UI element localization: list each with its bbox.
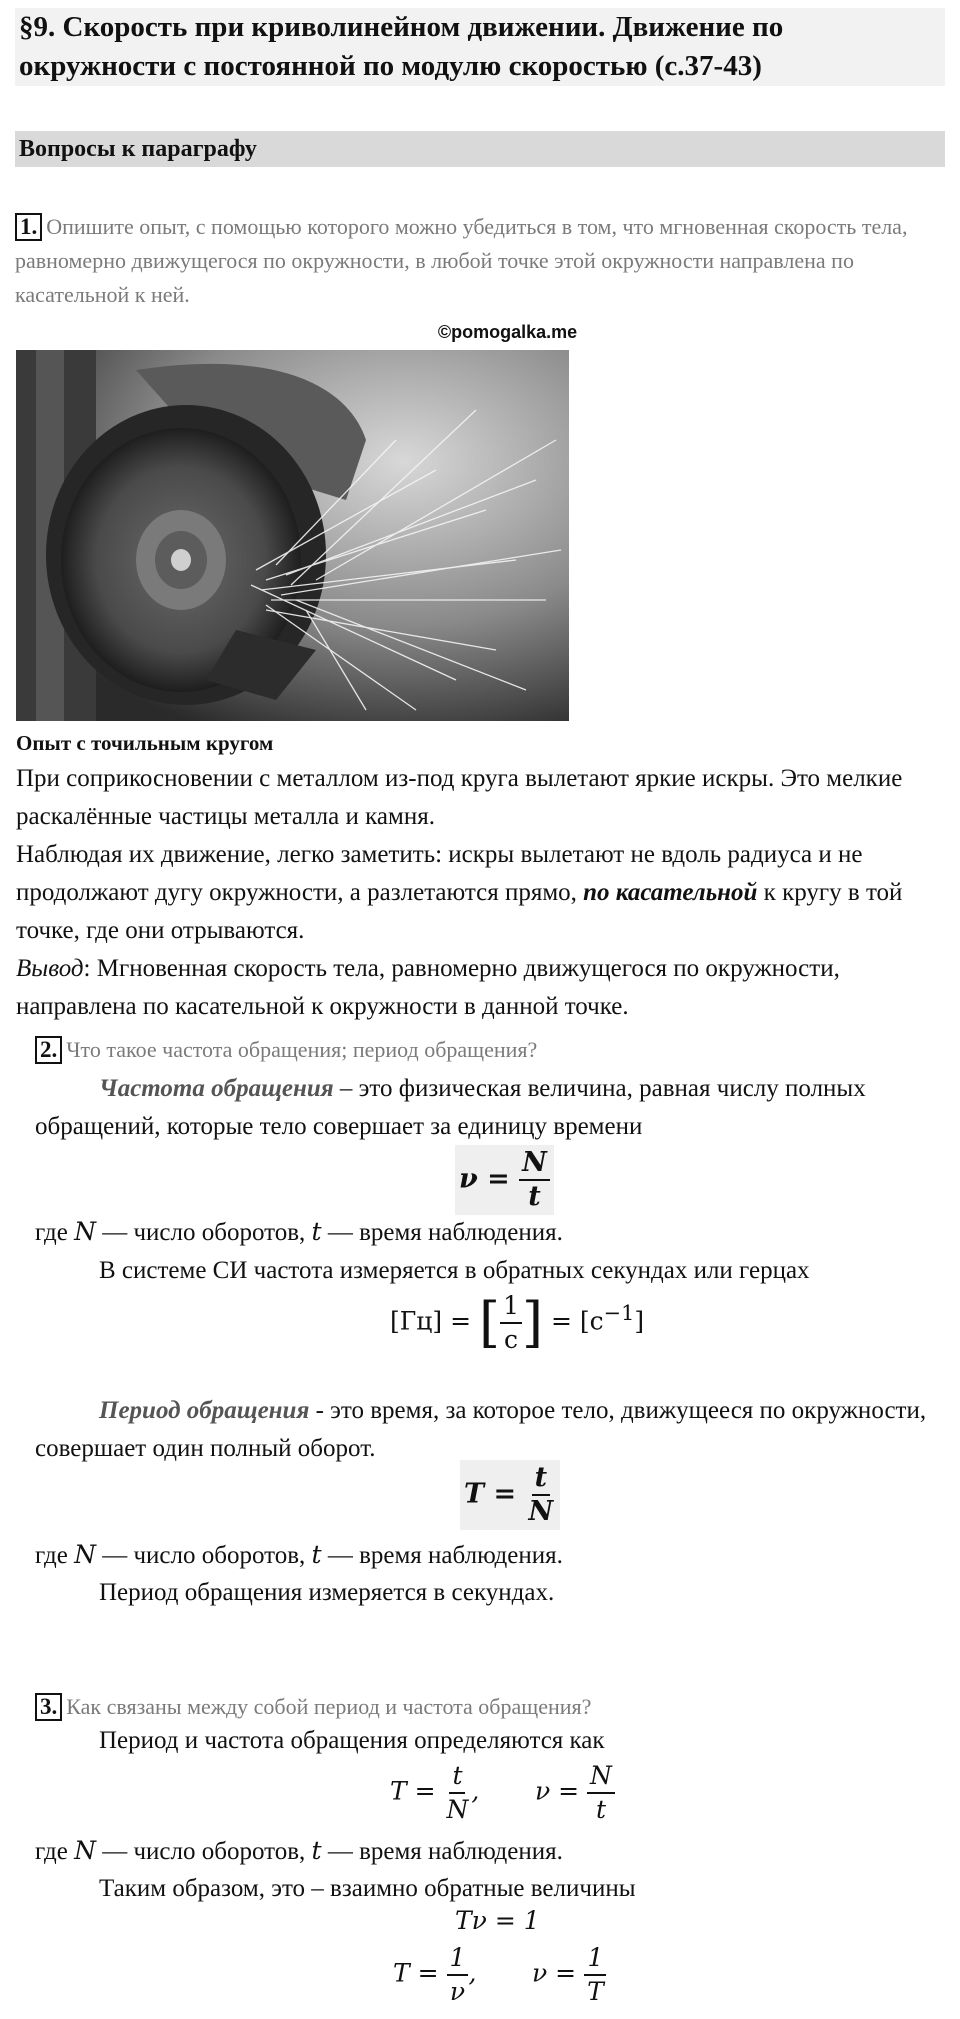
- product-formula: Tν = 1: [455, 1906, 540, 1935]
- conclusion-label: Вывод: [16, 955, 84, 982]
- credit-watermark: ©pomogalka.me: [437, 322, 578, 342]
- period-definition: Период обращения - это время, за которое тело, движущееся по окружности, совершает один полный оборот.: [35, 1397, 927, 1462]
- question-number: 2.: [35, 1036, 62, 1064]
- frequency-definition: Частота обращения – это физическая величина, равная числу полных обращений, которые тело совершает за единицу времени: [35, 1075, 866, 1140]
- fraction: $\frac{1}{T}$: [584, 1942, 607, 2008]
- term: Период обращения: [99, 1397, 310, 1424]
- where-line: где N — число оборотов, t — время наблюдения.: [35, 1540, 563, 1569]
- grinder-photo: [16, 350, 569, 721]
- fraction: $\frac{t}{N}$: [528, 1462, 554, 1527]
- fraction: $\frac{N}{t}$: [519, 1147, 550, 1213]
- question-text: Как связаны между собой период и частота обращения?: [66, 1694, 592, 1719]
- q3-intro: Период и частота обращения определяются как: [99, 1727, 605, 1754]
- unit-formula: [Гц] = [ $\frac{1}{с}$ ] = $[с^{-1}]$: [390, 1291, 645, 1354]
- paragraph: При соприкосновении с металлом из-под круга вылетают яркие искры. Это мелкие раскалённые частицы металла и камня.: [16, 765, 903, 830]
- question-1: [15, 210, 945, 312]
- question-text: Что такое частота обращения; период обращения?: [66, 1037, 538, 1062]
- question-number: 1.: [15, 213, 42, 241]
- where-line: где N — число оборотов, t — время наблюдения.: [35, 1836, 563, 1865]
- fraction: $\frac{1}{с}$: [500, 1290, 522, 1356]
- question-text: Опишите опыт, с помощью которого можно убедиться в том, что мгновенная скорость тела, равномерно движущегося по окружности, в любой точке этой окружности направлена по касательной к ней.: [15, 214, 908, 307]
- period-unit-text: Период обращения измеряется в секундах.: [99, 1579, 555, 1606]
- page-title: §9. Скорость при криволинейном движении. Движение по окружности с постоянной по модулю скоростью (с.37-43): [15, 8, 945, 86]
- fraction: $\frac{1}{\nu}$: [447, 1942, 469, 2008]
- si-text: В системе СИ частота измеряется в обратных секундах или герцах: [99, 1257, 810, 1284]
- conclusion: Вывод: Мгновенная скорость тела, равномерно движущегося по окружности, направлена по касательной к окружности в данной точке.: [16, 955, 840, 1020]
- inverse-formula: T = $\frac{1}{\nu}$ , ν = $\frac{1}{T}$: [393, 1942, 607, 2008]
- paragraph: Наблюдая их движение, легко заметить: искры вылетают не вдоль радиуса и не продолжают дугу окружности, а разлетаются прямо, по касательной к кругу в той точке, где они отрываются.: [16, 841, 903, 944]
- definitions-formula: T = $\frac{t}{N}$ , ν = $\frac{N}{t}$: [390, 1760, 615, 1826]
- term: Частота обращения: [99, 1075, 334, 1102]
- frequency-formula: ν = $\frac{N}{t}$: [455, 1145, 554, 1215]
- question-2: [35, 1033, 945, 1067]
- experiment-text: [16, 760, 946, 1026]
- fraction: $\frac{t}{N}$: [446, 1761, 469, 1824]
- photo-caption: Опыт с точильным кругом: [16, 731, 274, 755]
- question-number: 3.: [35, 1693, 62, 1721]
- question-3: [35, 1690, 945, 1724]
- fraction: $\frac{N}{t}$: [587, 1760, 615, 1826]
- where-line: где N — число оборотов, t — время наблюдения.: [35, 1217, 563, 1246]
- emphasis: по касательной: [583, 879, 758, 906]
- section-header: Вопросы к параграфу: [15, 131, 945, 167]
- relation-text: Таким образом, это – взаимно обратные величины: [99, 1875, 636, 1902]
- period-formula: T = $\frac{t}{N}$: [460, 1460, 560, 1530]
